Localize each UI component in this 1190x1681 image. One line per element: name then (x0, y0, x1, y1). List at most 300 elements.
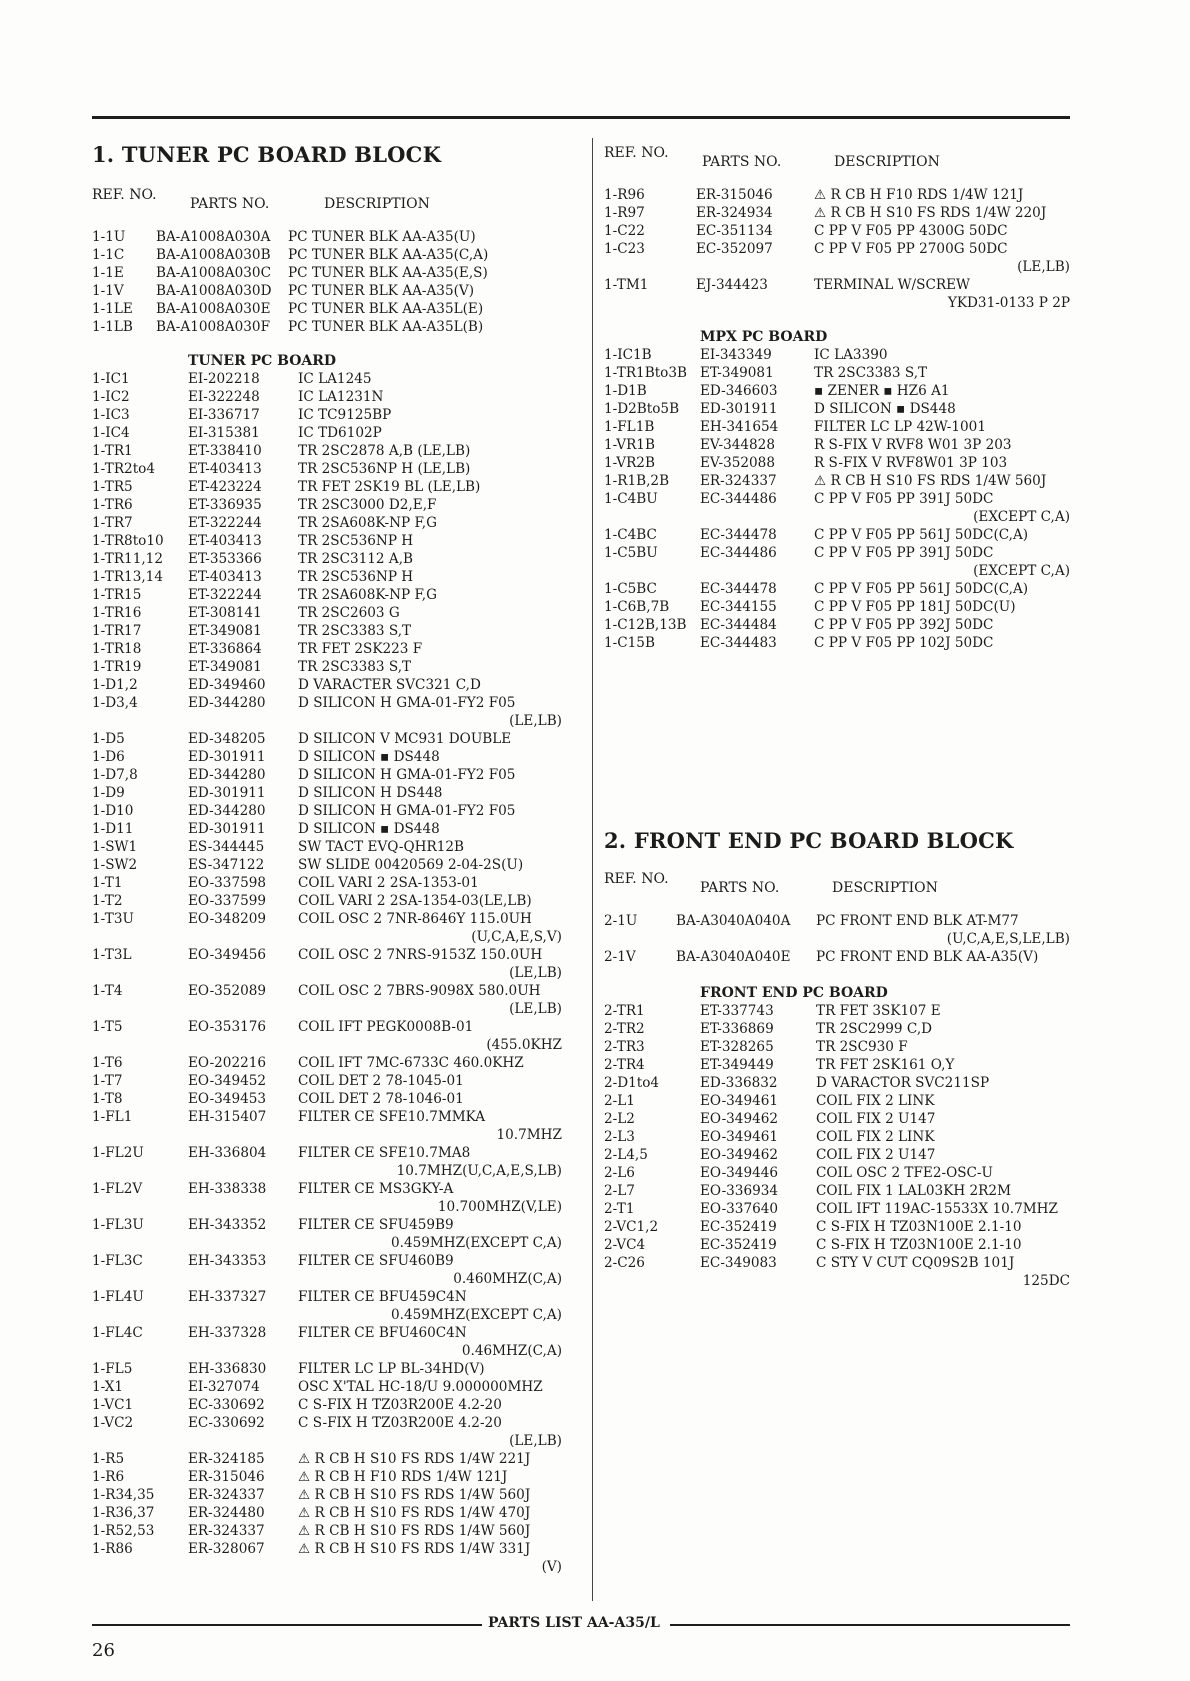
description: C PP V F05 PP 392J 50DC (814, 617, 994, 633)
ref-no: 1-FL2V (92, 1181, 143, 1197)
parts-no: BA-A1008A030B (156, 247, 271, 263)
ref-no: 1-FL1 (92, 1109, 133, 1125)
parts-no: EI-322248 (188, 389, 260, 405)
ref-no: 1-D7,8 (92, 767, 138, 783)
description: 10.7MHZ (496, 1127, 562, 1143)
parts-no: EV-352088 (700, 455, 775, 471)
description: TR 2SC3383 S,T (814, 365, 928, 381)
ref-no: 1-FL3C (92, 1253, 143, 1269)
description: C PP V F05 PP 561J 50DC(C,A) (814, 527, 1029, 543)
parts-no: ET-403413 (188, 461, 262, 477)
description: D SILICON ▪ DS448 (298, 749, 440, 765)
description: ⚠ R CB H S10 FS RDS 1/4W 560J (298, 1523, 531, 1539)
footer-rule-left (92, 1624, 482, 1626)
description: FILTER CE SFE10.7MMKA (298, 1109, 486, 1125)
parts-no: EH-337328 (188, 1325, 267, 1341)
parts-no: EC-352419 (700, 1219, 777, 1235)
description: COIL OSC 2 7NR-8646Y 115.0UH (298, 911, 532, 927)
parts-no: EH-338338 (188, 1181, 267, 1197)
description: ⚠ R CB H S10 FS RDS 1/4W 220J (814, 205, 1047, 221)
description: ⚠ R CB H S10 FS RDS 1/4W 560J (298, 1487, 531, 1503)
parts-no: EO-348209 (188, 911, 267, 927)
description: TR 2SA608K-NP F,G (298, 515, 437, 531)
ref-no: 1-D5 (92, 731, 125, 747)
parts-no: ET-322244 (188, 587, 262, 603)
description: (U,C,A,E,S,LE,LB) (946, 931, 1070, 947)
ref-no: 2-TR4 (604, 1057, 645, 1073)
description: ▪ ZENER ▪ HZ6 A1 (814, 383, 950, 399)
description: OSC X'TAL HC-18/U 9.000000MHZ (298, 1379, 543, 1395)
description: D VARACTER SVC321 C,D (298, 677, 481, 693)
parts-no: BA-A1008A030A (156, 229, 271, 245)
parts-no: EO-349462 (700, 1111, 779, 1127)
column-divider (592, 138, 593, 1601)
ref-no: 1-R96 (604, 187, 645, 203)
ref-no: 2-TR3 (604, 1039, 645, 1055)
description: (LE,LB) (509, 1433, 562, 1449)
description: TR 2SC2878 A,B (LE,LB) (298, 443, 471, 459)
ref-no: 1-D11 (92, 821, 134, 837)
ref-no: 1-TR6 (92, 497, 133, 513)
description: ⚠ R CB H S10 FS RDS 1/4W 470J (298, 1505, 531, 1521)
ref-no: 1-TR7 (92, 515, 133, 531)
ref-no: 1-R97 (604, 205, 645, 221)
description: 10.7MHZ(U,C,A,E,S,LB) (396, 1163, 562, 1179)
ref-no: 1-T3U (92, 911, 134, 927)
ref-no: 2-L6 (604, 1165, 635, 1181)
description: D SILICON H GMA-01-FY2 F05 (298, 695, 516, 711)
description: R S-FIX V RVF8W01 3P 103 (814, 455, 1008, 471)
description: ⚠ R CB H S10 FS RDS 1/4W 331J (298, 1541, 531, 1557)
ref-no: 1-1LE (92, 301, 133, 317)
ref-no: 2-T1 (604, 1201, 635, 1217)
description: SW SLIDE 00420569 2-04-2S(U) (298, 857, 524, 873)
parts-no: ED-344280 (188, 803, 266, 819)
description: 0.459MHZ(EXCEPT C,A) (390, 1235, 562, 1251)
parts-no: ER-324337 (188, 1523, 265, 1539)
description: IC LA1245 (298, 371, 372, 387)
ref-no: 1-R36,37 (92, 1505, 155, 1521)
description: PC FRONT END BLK AT-M77 (816, 913, 1019, 929)
description: FILTER CE SFU459B9 (298, 1217, 454, 1233)
parts-no: EO-349462 (700, 1147, 779, 1163)
description: C PP V F05 PP 4300G 50DC (814, 223, 1008, 239)
parts-no: EO-337598 (188, 875, 267, 891)
ref-no: 1-TR13,14 (92, 569, 163, 585)
ref-no: 1-FL4C (92, 1325, 143, 1341)
ref-no: 1-C6B,7B (604, 599, 670, 615)
parts-no: EC-351134 (696, 223, 773, 239)
description: FILTER LC LP 42W-1001 (814, 419, 986, 435)
parts-no: ER-328067 (188, 1541, 265, 1557)
parts-no: EC-330692 (188, 1415, 265, 1431)
description: ⚠ R CB H S10 FS RDS 1/4W 560J (814, 473, 1047, 489)
description: TR FET 2SK161 O,Y (816, 1057, 955, 1073)
ref-no: 1-IC3 (92, 407, 130, 423)
description: COIL FIX 2 LINK (816, 1129, 935, 1145)
footer (92, 1615, 1070, 1635)
parts-no: EC-330692 (188, 1397, 265, 1413)
ref-no: 1-C15B (604, 635, 655, 651)
ref-no: 2-L4,5 (604, 1147, 648, 1163)
parts-no: EI-202218 (188, 371, 260, 387)
description: TR 2SC3383 S,T (298, 623, 412, 639)
ref-no: 1-1U (92, 229, 126, 245)
description: COIL IFT 7MC-6733C 460.0KHZ (298, 1055, 524, 1071)
section1-title: 1. TUNER PC BOARD BLOCK (92, 142, 442, 167)
ref-no: 1-FL3U (92, 1217, 144, 1233)
description: C S-FIX H TZ03N100E 2.1-10 (816, 1237, 1022, 1253)
parts-no: BA-A1008A030F (156, 319, 271, 335)
ref-no: 1-FL2U (92, 1145, 144, 1161)
parts-no: BA-A1008A030D (156, 283, 272, 299)
parts-no: EC-352419 (700, 1237, 777, 1253)
parts-no: ED-344280 (188, 767, 266, 783)
description: R S-FIX V RVF8 W01 3P 203 (814, 437, 1012, 453)
parts-no: ET-349081 (188, 623, 262, 639)
parts-no: EI-327074 (188, 1379, 260, 1395)
parts-no: EH-343353 (188, 1253, 267, 1269)
parts-no: BA-A3040A040E (676, 949, 791, 965)
parts-no: EC-344483 (700, 635, 777, 651)
description: COIL FIX 2 U147 (816, 1147, 936, 1163)
parts-no: EH-337327 (188, 1289, 267, 1305)
ref-no: 1-T2 (92, 893, 123, 909)
ref-no: 1-SW1 (92, 839, 138, 855)
ref-no: 2-D1to4 (604, 1075, 660, 1091)
description: (LE,LB) (509, 965, 562, 981)
description: (U,C,A,E,S,V) (471, 929, 562, 945)
ref-no: 2-VC1,2 (604, 1219, 659, 1235)
parts-no: EO-336934 (700, 1183, 779, 1199)
parts-no: EO-202216 (188, 1055, 267, 1071)
footer-rule-right (670, 1624, 1070, 1626)
parts-no: ER-324185 (188, 1451, 265, 1467)
page-number: 26 (92, 1640, 115, 1661)
description: TR 2SA608K-NP F,G (298, 587, 437, 603)
ref-no: 2-L3 (604, 1129, 635, 1145)
ref-no: 1-SW2 (92, 857, 138, 873)
parts-no: EC-344484 (700, 617, 777, 633)
parts-no: ED-336832 (700, 1075, 778, 1091)
description: C PP V F05 PP 561J 50DC(C,A) (814, 581, 1029, 597)
description: (EXCEPT C,A) (973, 509, 1070, 525)
ref-no: 1-TR11,12 (92, 551, 163, 567)
ref-no: 2-1U (604, 913, 638, 929)
description: C PP V F05 PP 102J 50DC (814, 635, 994, 651)
ref-no: 1-1E (92, 265, 124, 281)
parts-no: ET-423224 (188, 479, 262, 495)
parts-no: ET-349449 (700, 1057, 774, 1073)
ref-no: 1-C5BC (604, 581, 657, 597)
description: 0.459MHZ(EXCEPT C,A) (390, 1307, 562, 1323)
description: TR 2SC3000 D2,E,F (298, 497, 437, 513)
ref-no: 1-TR16 (92, 605, 142, 621)
ref-no: 2-1V (604, 949, 636, 965)
parts-no: EO-349452 (188, 1073, 267, 1089)
section2-title: 2. FRONT END PC BOARD BLOCK (604, 828, 1014, 853)
parts-no: ED-349460 (188, 677, 266, 693)
parts-no: EI-343349 (700, 347, 772, 363)
parts-no: EO-349456 (188, 947, 267, 963)
ref-no: 2-TR1 (604, 1003, 645, 1019)
ref-no: 1-FL1B (604, 419, 655, 435)
description: (LE,LB) (1017, 259, 1070, 275)
ref-no: 1-TR15 (92, 587, 142, 603)
description: IC LA3390 (814, 347, 888, 363)
description: C S-FIX H TZ03R200E 4.2-20 (298, 1415, 502, 1431)
description: C S-FIX H TZ03R200E 4.2-20 (298, 1397, 502, 1413)
description: FILTER CE BFU460C4N (298, 1325, 467, 1341)
description: (LE,LB) (509, 713, 562, 729)
description: C S-FIX H TZ03N100E 2.1-10 (816, 1219, 1022, 1235)
parts-no: EC-344478 (700, 527, 777, 543)
ref-no: 1-IC1B (604, 347, 652, 363)
description: COIL VARI 2 2SA-1353-01 (298, 875, 479, 891)
description: ⚠ R CB H S10 FS RDS 1/4W 221J (298, 1451, 531, 1467)
ref-no: 1-1C (92, 247, 125, 263)
description: IC LA1231N (298, 389, 384, 405)
description: TR 2SC536NP H (298, 533, 414, 549)
parts-no: EH-336830 (188, 1361, 267, 1377)
parts-no: ET-328265 (700, 1039, 774, 1055)
parts-no: ES-347122 (188, 857, 265, 873)
ref-no: 1-1LB (92, 319, 133, 335)
parts-no: EH-336804 (188, 1145, 267, 1161)
description: TR 2SC2603 G (298, 605, 400, 621)
section2-subtitle: FRONT END PC BOARD (700, 985, 888, 1001)
description: C PP V F05 PP 181J 50DC(U) (814, 599, 1016, 615)
ref-no: 2-TR2 (604, 1021, 645, 1037)
ref-no: 1-TR2to4 (92, 461, 156, 477)
ref-no: 1-IC4 (92, 425, 130, 441)
description: C PP V F05 PP 2700G 50DC (814, 241, 1008, 257)
ref-no: 1-C4BC (604, 527, 657, 543)
parts-no: ET-308141 (188, 605, 262, 621)
ref-no: 1-T3L (92, 947, 132, 963)
ref-no: 1-C4BU (604, 491, 658, 507)
header-ref: REF. NO. (604, 871, 669, 887)
parts-no: EO-353176 (188, 1019, 267, 1035)
parts-no: EI-315381 (188, 425, 260, 441)
description: COIL FIX 2 LINK (816, 1093, 935, 1109)
ref-no: 1-D9 (92, 785, 125, 801)
description: COIL DET 2 78-1045-01 (298, 1073, 464, 1089)
description: 10.700MHZ(V,LE) (437, 1199, 562, 1215)
parts-no: ET-349081 (700, 365, 774, 381)
description: 0.460MHZ(C,A) (453, 1271, 562, 1287)
parts-no: EC-344478 (700, 581, 777, 597)
description: TR 2SC3112 A,B (298, 551, 414, 567)
parts-no: ED-348205 (188, 731, 266, 747)
ref-no: 1-TR1Bto3B (604, 365, 687, 381)
ref-no: 1-D2Bto5B (604, 401, 680, 417)
parts-no: ES-344445 (188, 839, 265, 855)
ref-no: 1-C12B,13B (604, 617, 687, 633)
parts-no: ED-301911 (188, 821, 266, 837)
description: COIL OSC 2 TFE2-OSC-U (816, 1165, 993, 1181)
description: TR FET 2SK223 F (298, 641, 423, 657)
description: D SILICON H DS448 (298, 785, 443, 801)
ref-no: 1-IC2 (92, 389, 130, 405)
description: D SILICON ▪ DS448 (814, 401, 956, 417)
description: COIL OSC 2 7BRS-9098X 580.0UH (298, 983, 541, 999)
description: TR 2SC536NP H (LE,LB) (298, 461, 471, 477)
parts-no: EJ-344423 (696, 277, 768, 293)
parts-no: ET-336869 (700, 1021, 774, 1037)
description: YKD31-0133 P 2P (947, 295, 1070, 311)
parts-no: ET-349081 (188, 659, 262, 675)
description: FILTER CE SFE10.7MA8 (298, 1145, 471, 1161)
description: 125DC (1022, 1273, 1070, 1289)
ref-no: 1-TR1 (92, 443, 133, 459)
description: COIL VARI 2 2SA-1354-03(LE,LB) (298, 893, 532, 909)
ref-no: 1-1V (92, 283, 124, 299)
description: TR FET 3SK107 E (816, 1003, 941, 1019)
description: COIL FIX 2 U147 (816, 1111, 936, 1127)
parts-no: EO-337640 (700, 1201, 779, 1217)
description: PC TUNER BLK AA-A35(U) (288, 229, 476, 245)
parts-no: ET-337743 (700, 1003, 774, 1019)
parts-no: ET-336864 (188, 641, 262, 657)
parts-no: EC-349083 (700, 1255, 777, 1271)
right-subtitle: MPX PC BOARD (700, 329, 828, 345)
ref-no: 1-R34,35 (92, 1487, 155, 1503)
ref-no: 1-T1 (92, 875, 123, 891)
ref-no: 1-IC1 (92, 371, 130, 387)
parts-no: ET-338410 (188, 443, 262, 459)
parts-no: ED-301911 (700, 401, 778, 417)
ref-no: 1-X1 (92, 1379, 124, 1395)
parts-no: BA-A3040A040A (676, 913, 791, 929)
ref-no: 1-C5BU (604, 545, 658, 561)
section1-subtitle: TUNER PC BOARD (188, 353, 337, 369)
parts-no: ER-324480 (188, 1505, 265, 1521)
description: FILTER CE BFU459C4N (298, 1289, 467, 1305)
ref-no: 1-D10 (92, 803, 134, 819)
description: COIL DET 2 78-1046-01 (298, 1091, 464, 1107)
ref-no: 1-T7 (92, 1073, 123, 1089)
description: (LE,LB) (509, 1001, 562, 1017)
ref-no: 1-R1B,2B (604, 473, 670, 489)
ref-no: 1-D1,2 (92, 677, 138, 693)
parts-no: ED-346603 (700, 383, 778, 399)
ref-no: 1-T8 (92, 1091, 123, 1107)
description: C STY V CUT CQ09S2B 101J (816, 1255, 1015, 1271)
ref-no: 1-T4 (92, 983, 123, 999)
ref-no: 1-VR2B (604, 455, 655, 471)
ref-no: 1-R6 (92, 1469, 125, 1485)
description: COIL FIX 1 LAL03KH 2R2M (816, 1183, 1011, 1199)
ref-no: 1-D3,4 (92, 695, 138, 711)
ref-no: 1-TM1 (604, 277, 649, 293)
description: PC TUNER BLK AA-A35L(E) (288, 301, 484, 317)
ref-no: 1-TR5 (92, 479, 133, 495)
description: C PP V F05 PP 391J 50DC (814, 491, 994, 507)
ref-no: 1-C22 (604, 223, 645, 239)
description: FILTER CE MS3GKY-A (298, 1181, 454, 1197)
parts-no: EC-352097 (696, 241, 773, 257)
description: COIL OSC 2 7NRS-9153Z 150.0UH (298, 947, 543, 963)
ref-no: 1-TR17 (92, 623, 142, 639)
ref-no: 2-VC4 (604, 1237, 646, 1253)
description: FILTER LC LP BL-34HD(V) (298, 1361, 485, 1377)
ref-no: 2-L7 (604, 1183, 635, 1199)
header-ref: REF. NO. (92, 187, 157, 203)
parts-no: ER-324337 (188, 1487, 265, 1503)
parts-no: EV-344828 (700, 437, 775, 453)
parts-no: EH-315407 (188, 1109, 267, 1125)
description: TR 2SC2999 C,D (816, 1021, 933, 1037)
description: 0.46MHZ(C,A) (461, 1343, 562, 1359)
description: ⚠ R CB H F10 RDS 1/4W 121J (298, 1469, 508, 1485)
ref-no: 1-TR19 (92, 659, 142, 675)
description: COIL IFT PEGK0008B-01 (298, 1019, 474, 1035)
description: PC TUNER BLK AA-A35(E,S) (288, 265, 488, 281)
ref-no: 1-D6 (92, 749, 125, 765)
parts-no: EO-349461 (700, 1129, 779, 1145)
description: D SILICON H GMA-01-FY2 F05 (298, 803, 516, 819)
top-rule (92, 116, 1070, 119)
parts-no: BA-A1008A030C (156, 265, 271, 281)
parts-no: ED-301911 (188, 785, 266, 801)
parts-no: ET-336935 (188, 497, 262, 513)
header-desc: DESCRIPTION (324, 196, 430, 212)
ref-no: 1-R86 (92, 1541, 133, 1557)
description: PC TUNER BLK AA-A35(V) (288, 283, 475, 299)
ref-no: 1-VR1B (604, 437, 655, 453)
parts-no: EO-349461 (700, 1093, 779, 1109)
description: TERMINAL W/SCREW (814, 277, 970, 293)
parts-no: EH-341654 (700, 419, 779, 435)
ref-no: 1-TR8to10 (92, 533, 164, 549)
ref-no: 2-L2 (604, 1111, 635, 1127)
parts-no: ED-301911 (188, 749, 266, 765)
parts-no: EO-337599 (188, 893, 267, 909)
description: (455.0KHZ (486, 1037, 562, 1053)
description: IC TD6102P (298, 425, 382, 441)
description: PC TUNER BLK AA-A35(C,A) (288, 247, 489, 263)
parts-no: ER-324337 (700, 473, 777, 489)
parts-no: ER-324934 (696, 205, 773, 221)
description: IC TC9125BP (298, 407, 392, 423)
parts-no: ED-344280 (188, 695, 266, 711)
ref-no: 1-C23 (604, 241, 645, 257)
parts-no: BA-A1008A030E (156, 301, 271, 317)
description: PC TUNER BLK AA-A35L(B) (288, 319, 484, 335)
parts-no: EI-336717 (188, 407, 260, 423)
description: (EXCEPT C,A) (973, 563, 1070, 579)
parts-no: ER-315046 (696, 187, 773, 203)
ref-no: 1-FL4U (92, 1289, 144, 1305)
ref-no: 1-R52,53 (92, 1523, 155, 1539)
header-parts: PARTS NO. (190, 196, 270, 212)
ref-no: 1-VC2 (92, 1415, 134, 1431)
description: C PP V F05 PP 391J 50DC (814, 545, 994, 561)
description: D SILICON ▪ DS448 (298, 821, 440, 837)
description: PC FRONT END BLK AA-A35(V) (816, 949, 1039, 965)
ref-no: 1-T6 (92, 1055, 123, 1071)
description: FILTER CE SFU460B9 (298, 1253, 454, 1269)
description: TR 2SC3383 S,T (298, 659, 412, 675)
parts-no: EC-344486 (700, 491, 777, 507)
parts-no: EO-352089 (188, 983, 267, 999)
ref-no: 2-L1 (604, 1093, 635, 1109)
description: TR 2SC930 F (816, 1039, 908, 1055)
ref-no: 1-FL5 (92, 1361, 133, 1377)
description: D VARACTOR SVC211SP (816, 1075, 990, 1091)
description: TR FET 2SK19 BL (LE,LB) (298, 479, 481, 495)
